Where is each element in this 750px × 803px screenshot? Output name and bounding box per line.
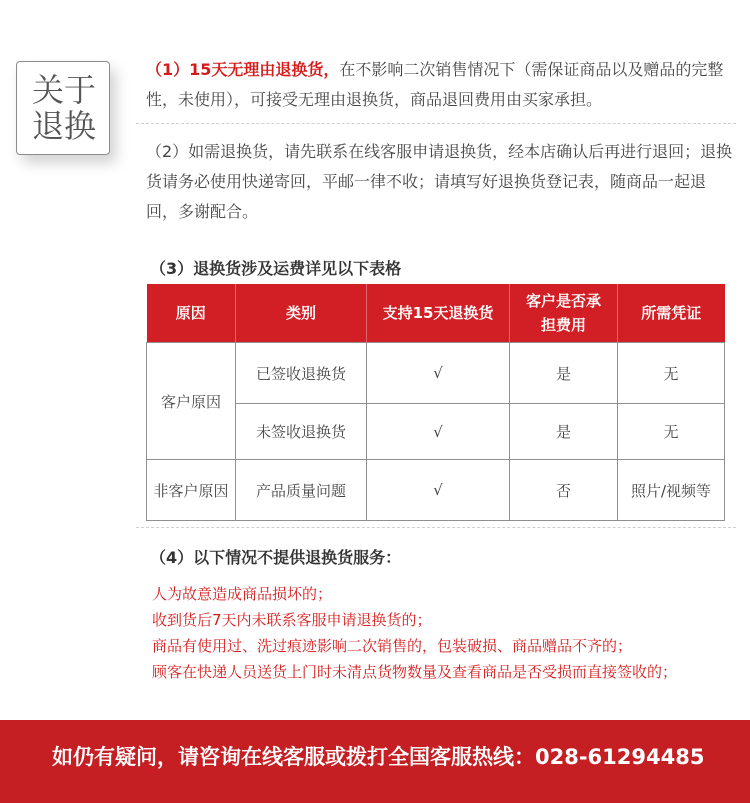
- title-line-2: 退换: [31, 107, 96, 145]
- divider: [136, 123, 736, 124]
- footer-hotline-text: 如仍有疑问，请咨询在线客服或拨打全国客服热线：028-61294485: [52, 745, 705, 769]
- title-line-1: 关于: [31, 71, 96, 109]
- header-proof: 所需凭证: [618, 284, 725, 343]
- category-cell: 已签收退换货: [236, 343, 367, 404]
- category-cell: 未签收退换货: [236, 404, 367, 460]
- bear-cost-cell: 是: [510, 404, 618, 460]
- support-cell: √: [367, 460, 510, 521]
- list-item: 顾客在快递人员送货上门时未清点货物数量及查看商品是否受损而直接签收的；: [152, 663, 678, 681]
- proof-cell: 无: [618, 404, 725, 460]
- header-support: 支持15天退换货: [367, 284, 510, 343]
- reason-cell: 客户原因: [147, 343, 236, 460]
- return-policy-table: [146, 284, 725, 521]
- list-item: 人为故意造成商品损坏的；: [152, 585, 333, 603]
- table-row: [147, 343, 725, 404]
- table-row: [147, 460, 725, 521]
- section-1-highlight: （1）15天无理由退换货，: [146, 60, 340, 79]
- list-item: 商品有使用过、洗过痕迹影响二次销售的，包装破损、商品赠品不齐的；: [152, 637, 633, 655]
- exclusion-list: [152, 581, 732, 685]
- title-box: [16, 61, 110, 155]
- table-header-row: [147, 284, 725, 343]
- list-item: 收到货后7天内未联系客服申请退换货的；: [152, 611, 432, 629]
- divider: [136, 527, 736, 528]
- section-4-heading: （4）以下情况不提供退换货服务：: [150, 548, 402, 567]
- section-2-paragraph: （2）如需退换货，请先联系在线客服申请退换货，经本店确认后再进行退回；退换货请务必使用快递寄回，平邮一律不收；请填写好退换货登记表，随商品一起退回，多谢配合。: [146, 142, 733, 221]
- bear-cost-cell: 是: [510, 343, 618, 404]
- section-1-text: 在不影响二次销售情况下（需保证商品以及赠品的完整性，未使用），可接受无理由退换货，商品退回费用由买家承担。: [146, 60, 724, 109]
- section-1-paragraph: [146, 55, 736, 115]
- bear-cost-cell: 否: [510, 460, 618, 521]
- support-cell: √: [367, 404, 510, 460]
- reason-cell: 非客户原因: [147, 460, 236, 521]
- proof-cell: 照片/视频等: [618, 460, 725, 521]
- proof-cell: 无: [618, 343, 725, 404]
- footer-banner: [0, 720, 750, 803]
- header-bear-cost: 客户是否承担费用: [510, 284, 618, 343]
- section-3-heading: （3）退换货涉及运费详见以下表格: [150, 259, 402, 278]
- category-cell: 产品质量问题: [236, 460, 367, 521]
- header-category: 类别: [236, 284, 367, 343]
- header-reason: 原因: [147, 284, 236, 343]
- support-cell: √: [367, 343, 510, 404]
